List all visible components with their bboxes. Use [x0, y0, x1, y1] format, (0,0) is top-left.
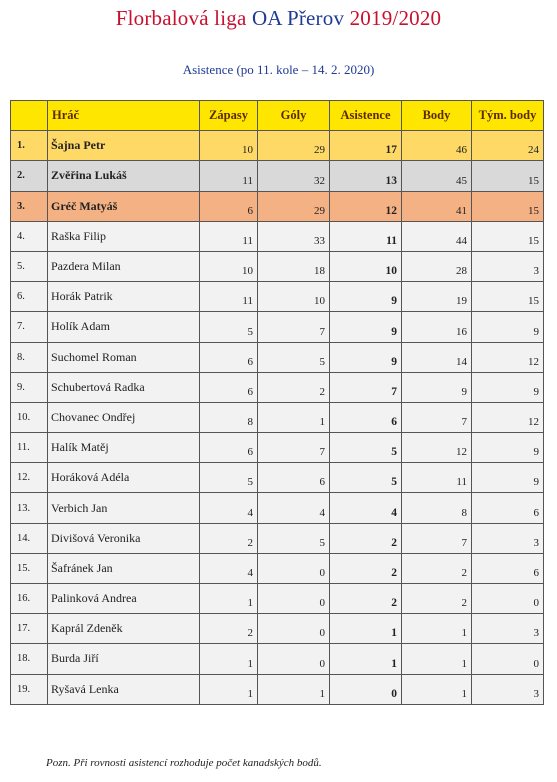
goals-cell: 7	[258, 312, 330, 342]
table-row	[11, 614, 544, 644]
table-body	[11, 131, 544, 705]
assists-cell: 17	[330, 131, 402, 161]
team-points-cell: 15	[472, 161, 544, 191]
games-cell: 6	[200, 191, 258, 221]
assists-cell: 9	[330, 282, 402, 312]
points-cell: 1	[402, 644, 472, 674]
player-rank: 15.	[11, 553, 48, 583]
games-cell: 11	[200, 221, 258, 251]
player-name: Burda Jiří	[48, 644, 200, 674]
games-cell: 10	[200, 131, 258, 161]
games-cell: 11	[200, 282, 258, 312]
table-row	[11, 342, 544, 372]
games-cell: 6	[200, 433, 258, 463]
player-rank: 19.	[11, 674, 48, 704]
games-cell: 1	[200, 584, 258, 614]
header-player: Hráč	[48, 101, 200, 131]
games-cell: 11	[200, 161, 258, 191]
team-points-cell: 0	[472, 644, 544, 674]
player-rank: 7.	[11, 312, 48, 342]
player-rank: 13.	[11, 493, 48, 523]
games-cell: 2	[200, 614, 258, 644]
player-rank: 1.	[11, 131, 48, 161]
games-cell: 4	[200, 553, 258, 583]
table-row	[11, 402, 544, 432]
table-row	[11, 553, 544, 583]
points-cell: 44	[402, 221, 472, 251]
points-cell: 28	[402, 251, 472, 281]
player-rank: 16.	[11, 584, 48, 614]
goals-cell: 2	[258, 372, 330, 402]
player-rank: 9.	[11, 372, 48, 402]
games-cell: 4	[200, 493, 258, 523]
points-cell: 19	[402, 282, 472, 312]
title-league: Florbalová liga	[115, 6, 252, 30]
goals-cell: 29	[258, 191, 330, 221]
goals-cell: 10	[258, 282, 330, 312]
goals-cell: 29	[258, 131, 330, 161]
team-points-cell: 12	[472, 342, 544, 372]
assists-cell: 5	[330, 433, 402, 463]
player-rank: 17.	[11, 614, 48, 644]
assists-cell: 1	[330, 644, 402, 674]
player-name: Pazdera Milan	[48, 251, 200, 281]
games-cell: 5	[200, 463, 258, 493]
team-points-cell: 15	[472, 282, 544, 312]
points-cell: 11	[402, 463, 472, 493]
assists-cell: 11	[330, 221, 402, 251]
games-cell: 6	[200, 372, 258, 402]
player-name: Gréč Matyáš	[48, 191, 200, 221]
player-rank: 10.	[11, 402, 48, 432]
points-cell: 45	[402, 161, 472, 191]
table-row	[11, 191, 544, 221]
points-cell: 1	[402, 674, 472, 704]
page-subtitle: Asistence (po 11. kole – 14. 2. 2020)	[182, 62, 375, 77]
player-rank: 8.	[11, 342, 48, 372]
team-points-cell: 0	[472, 584, 544, 614]
title-season: 2019/2020	[344, 6, 442, 30]
points-cell: 2	[402, 584, 472, 614]
goals-cell: 1	[258, 402, 330, 432]
goals-cell: 32	[258, 161, 330, 191]
player-name: Ryšavá Lenka	[48, 674, 200, 704]
assists-cell: 2	[330, 523, 402, 553]
player-rank: 2.	[11, 161, 48, 191]
assists-cell: 4	[330, 493, 402, 523]
goals-cell: 5	[258, 523, 330, 553]
player-name: Šafránek Jan	[48, 553, 200, 583]
team-points-cell: 15	[472, 191, 544, 221]
footnote: Pozn. Při rovnosti asistencí rozhoduje počet kanadských bodů.	[46, 757, 322, 769]
assists-cell: 9	[330, 342, 402, 372]
assists-cell: 12	[330, 191, 402, 221]
header-assists: Asistence	[330, 101, 402, 131]
points-cell: 16	[402, 312, 472, 342]
assists-cell: 5	[330, 463, 402, 493]
player-name: Horáková Adéla	[48, 463, 200, 493]
points-cell: 14	[402, 342, 472, 372]
goals-cell: 0	[258, 553, 330, 583]
table-row	[11, 312, 544, 342]
table-row	[11, 463, 544, 493]
player-rank: 11.	[11, 433, 48, 463]
assists-cell: 2	[330, 584, 402, 614]
table-row	[11, 493, 544, 523]
player-name: Šajna Petr	[48, 131, 200, 161]
header-rank	[11, 101, 48, 131]
title-school: OA Přerov	[251, 6, 345, 30]
assists-cell: 9	[330, 312, 402, 342]
assists-table	[10, 100, 544, 705]
table-row	[11, 221, 544, 251]
assists-cell: 0	[330, 674, 402, 704]
player-rank: 4.	[11, 221, 48, 251]
table-row	[11, 372, 544, 402]
games-cell: 1	[200, 674, 258, 704]
table-row	[11, 131, 544, 161]
points-cell: 9	[402, 372, 472, 402]
team-points-cell: 6	[472, 493, 544, 523]
player-rank: 6.	[11, 282, 48, 312]
games-cell: 8	[200, 402, 258, 432]
player-name: Verbich Jan	[48, 493, 200, 523]
table-row	[11, 161, 544, 191]
games-cell: 2	[200, 523, 258, 553]
goals-cell: 0	[258, 614, 330, 644]
points-cell: 12	[402, 433, 472, 463]
player-name: Halík Matěj	[48, 433, 200, 463]
header-team-points: Tým. body	[472, 101, 544, 131]
team-points-cell: 12	[472, 402, 544, 432]
games-cell: 6	[200, 342, 258, 372]
points-cell: 2	[402, 553, 472, 583]
player-rank: 14.	[11, 523, 48, 553]
player-name: Chovanec Ondřej	[48, 402, 200, 432]
table-row	[11, 433, 544, 463]
table-row	[11, 523, 544, 553]
team-points-cell: 3	[472, 614, 544, 644]
goals-cell: 33	[258, 221, 330, 251]
player-rank: 3.	[11, 191, 48, 221]
table-row	[11, 251, 544, 281]
goals-cell: 0	[258, 644, 330, 674]
points-cell: 8	[402, 493, 472, 523]
team-points-cell: 3	[472, 251, 544, 281]
assists-cell: 6	[330, 402, 402, 432]
team-points-cell: 3	[472, 674, 544, 704]
points-cell: 7	[402, 402, 472, 432]
team-points-cell: 3	[472, 523, 544, 553]
player-rank: 12.	[11, 463, 48, 493]
team-points-cell: 9	[472, 463, 544, 493]
assists-cell: 10	[330, 251, 402, 281]
table-row	[11, 644, 544, 674]
table-header-row	[11, 101, 544, 131]
header-points: Body	[402, 101, 472, 131]
points-cell: 41	[402, 191, 472, 221]
player-rank: 5.	[11, 251, 48, 281]
games-cell: 10	[200, 251, 258, 281]
goals-cell: 5	[258, 342, 330, 372]
player-name: Schubertová Radka	[48, 372, 200, 402]
header-goals: Góly	[258, 101, 330, 131]
player-name: Holík Adam	[48, 312, 200, 342]
games-cell: 1	[200, 644, 258, 674]
assists-cell: 2	[330, 553, 402, 583]
points-cell: 1	[402, 614, 472, 644]
player-rank: 18.	[11, 644, 48, 674]
table-row	[11, 674, 544, 704]
goals-cell: 6	[258, 463, 330, 493]
table-row	[11, 584, 544, 614]
team-points-cell: 9	[472, 372, 544, 402]
goals-cell: 0	[258, 584, 330, 614]
page-title	[0, 6, 557, 31]
goals-cell: 18	[258, 251, 330, 281]
assists-cell: 1	[330, 614, 402, 644]
player-name: Divišová Veronika	[48, 523, 200, 553]
table-row	[11, 282, 544, 312]
header-games: Zápasy	[200, 101, 258, 131]
player-name: Suchomel Roman	[48, 342, 200, 372]
assists-cell: 13	[330, 161, 402, 191]
points-cell: 46	[402, 131, 472, 161]
goals-cell: 7	[258, 433, 330, 463]
team-points-cell: 24	[472, 131, 544, 161]
player-name: Horák Patrik	[48, 282, 200, 312]
team-points-cell: 6	[472, 553, 544, 583]
player-name: Raška Filip	[48, 221, 200, 251]
team-points-cell: 15	[472, 221, 544, 251]
goals-cell: 4	[258, 493, 330, 523]
team-points-cell: 9	[472, 433, 544, 463]
player-name: Zvěřina Lukáš	[48, 161, 200, 191]
goals-cell: 1	[258, 674, 330, 704]
games-cell: 5	[200, 312, 258, 342]
player-name: Kaprál Zdeněk	[48, 614, 200, 644]
points-cell: 7	[402, 523, 472, 553]
player-name: Palinková Andrea	[48, 584, 200, 614]
assists-cell: 7	[330, 372, 402, 402]
team-points-cell: 9	[472, 312, 544, 342]
